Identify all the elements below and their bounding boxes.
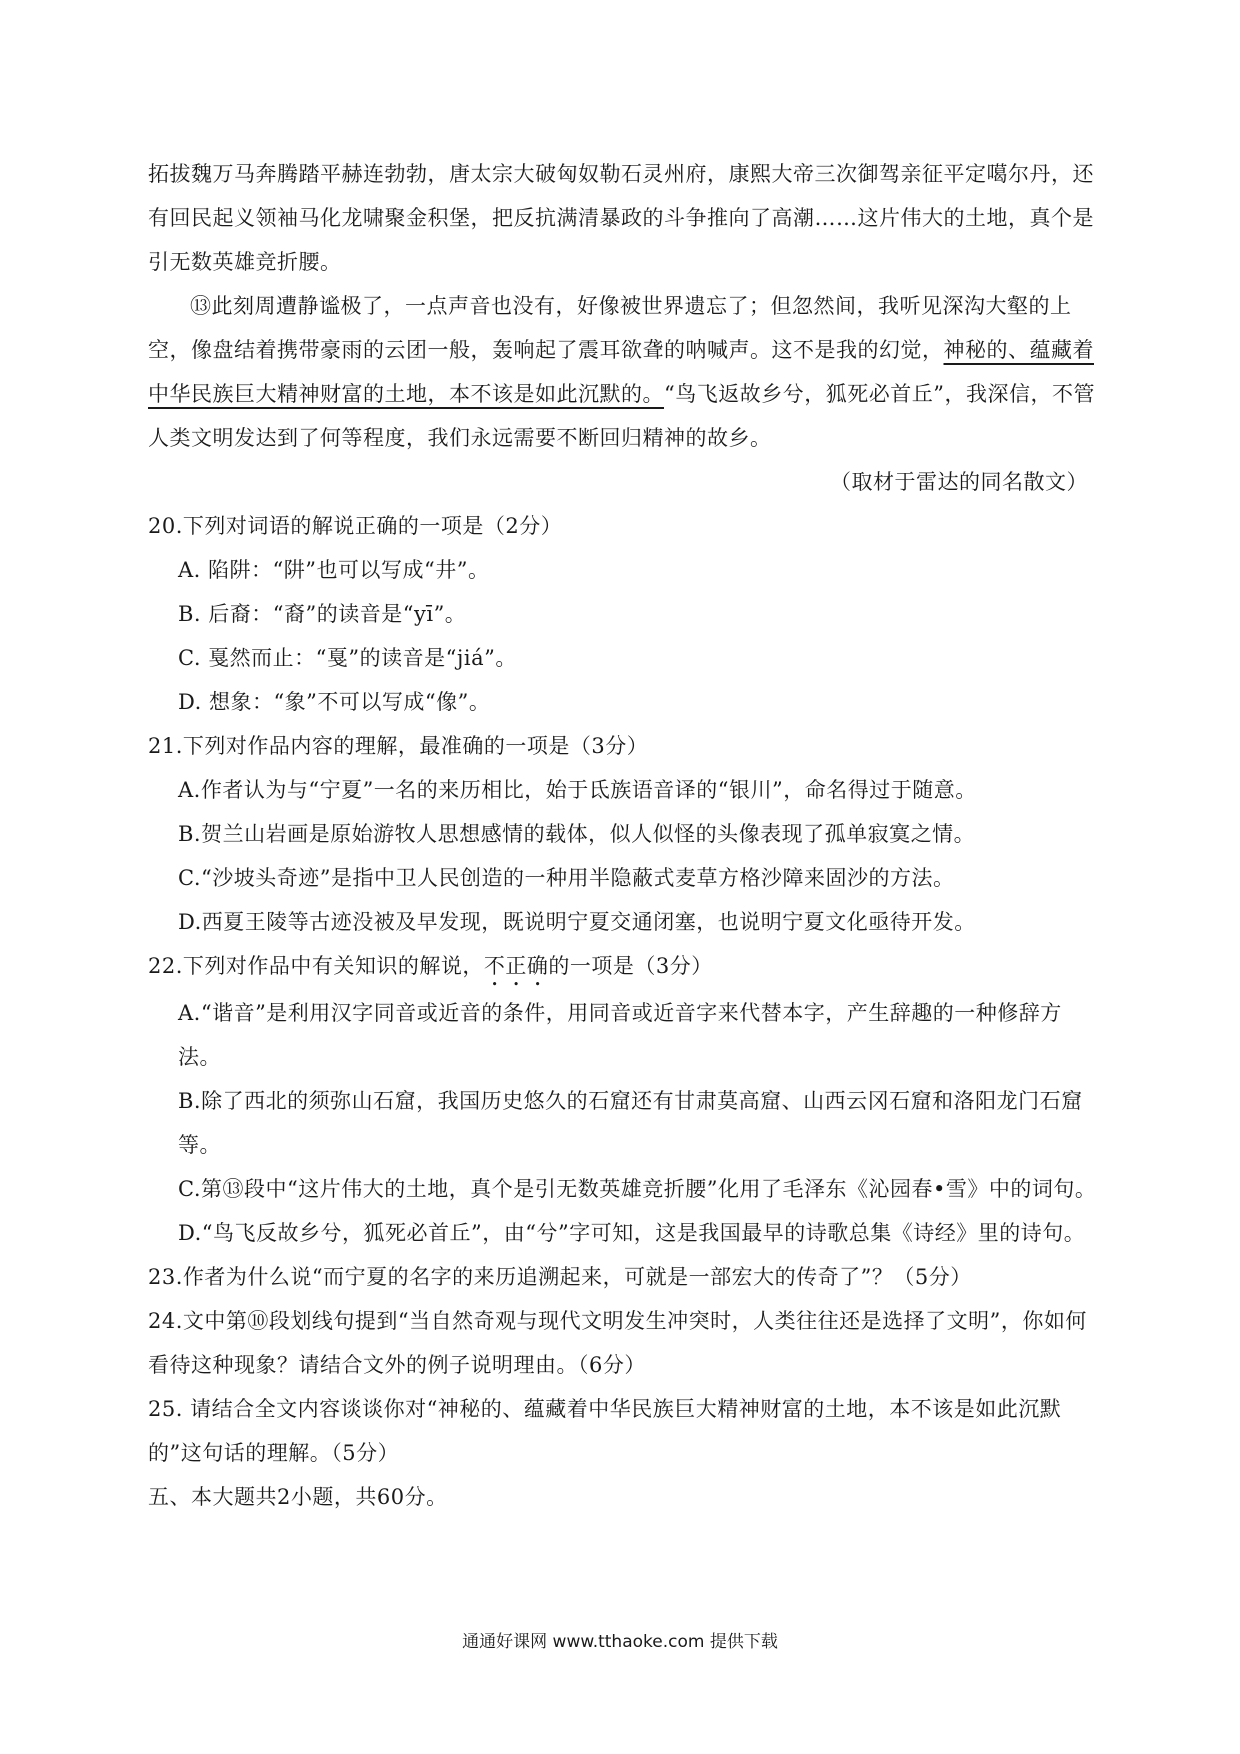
question-21-option-b: B.贺兰山岩画是原始游牧人思想感情的载体，似人似怪的头像表现了孤单寂寞之情。 xyxy=(178,822,976,846)
passage-source: （取材于雷达的同名散文） xyxy=(830,470,1088,494)
download-footer: 通通好课网 www.tthaoke.com 提供下载 xyxy=(462,1632,778,1652)
question-23: 23.作者为什么说“而宁夏的名字的来历追溯起来，可就是一部宏大的传奇了”？（5分） xyxy=(148,1265,972,1289)
question-20-option-a: A. 陷阱：“阱”也可以写成“井”。 xyxy=(178,558,490,582)
question-22-option-d: D.“鸟飞反故乡兮，狐死必首丘”，由“兮”字可知，这是我国最早的诗歌总集《诗经》里的诗句。 xyxy=(178,1221,1086,1245)
paragraph-13-text-b: “鸟飞返故乡兮，狐死必首丘”，我深信，不管人类文明发达到了何等程度，我们永远需要不断回归精神的故乡。 xyxy=(148,382,1095,450)
exam-content xyxy=(148,152,1098,1519)
passage-paragraph-13 xyxy=(148,284,1098,460)
question-20-stem: 20.下列对词语的解说正确的一项是（2分） xyxy=(148,514,563,538)
question-21-option-d: D.西夏王陵等古迹没被及早发现，既说明宁夏交通闭塞，也说明宁夏文化亟待开发。 xyxy=(178,910,976,934)
question-21-stem: 21.下列对作品内容的理解，最准确的一项是（3分） xyxy=(148,734,649,758)
question-22-stem-post: 的一项是（3分） xyxy=(548,954,713,978)
question-22-stem xyxy=(148,944,1098,991)
question-25: 25. 请结合全文内容谈谈你对“神秘的、蕴藏着中华民族巨大精神财富的土地，本不该是如此沉默的”这句话的理解。（5分） xyxy=(148,1397,1062,1465)
question-20-option-d: D. 想象：“象”不可以写成“像”。 xyxy=(178,690,491,714)
underlined-sentence: 神秘的、蕴藏着中华民族巨大精神财富的土地，本不该是如此沉默的。 xyxy=(148,338,1094,406)
paragraph-13-text-a: ⑬此刻周遭静谧极了，一点声音也没有，好像被世界遗忘了；但忽然间，我听见深沟大壑的上空，像盘结着携带豪雨的云团一般，轰响起了震耳欲聋的呐喊声。这不是我的幻觉， xyxy=(148,294,1072,362)
question-22-stem-pre: 22.下列对作品中有关知识的解说， xyxy=(148,954,484,978)
section-5-heading: 五、本大题共2小题，共60分。 xyxy=(148,1485,448,1509)
question-20-option-c: C. 戛然而止：“戛”的读音是“jiá”。 xyxy=(178,646,517,670)
question-22-emphasis: 不正确 xyxy=(483,954,549,978)
question-20-option-b: B. 后裔：“裔”的读音是“yī”。 xyxy=(178,602,467,626)
passage-paragraph-12: 拓拔魏万马奔腾踏平赫连勃勃，唐太宗大破匈奴勒石灵州府，康熙大帝三次御驾亲征平定噶尔丹，还有回民起义领袖马化龙啸聚金积堡，把反抗满清暴政的斗争推向了高潮……这片伟大的土地，真个是引无数英雄竞折腰。 xyxy=(148,162,1094,274)
question-21-option-c: C.“沙坡头奇迹”是指中卫人民创造的一种用半隐蔽式麦草方格沙障来固沙的方法。 xyxy=(178,866,955,890)
question-22-option-c: C.第⑬段中“这片伟大的土地，真个是引无数英雄竞折腰”化用了毛泽东《沁园春•雪》中的词句。 xyxy=(178,1177,1097,1201)
question-24: 24.文中第⑩段划线句提到“当自然奇观与现代文明发生冲突时，人类往往还是选择了文明”，你如何看待这种现象？请结合文外的例子说明理由。（6分） xyxy=(148,1309,1087,1377)
question-21-option-a: A.作者认为与“宁夏”一名的来历相比，始于氐族语音译的“银川”，命名得过于随意。 xyxy=(178,778,977,802)
question-22-option-a: A.“谐音”是利用汉字同音或近音的条件，用同音或近音字来代替本字，产生辞趣的一种修辞方法。 xyxy=(178,1001,1062,1069)
question-22-option-b: B.除了西北的须弥山石窟，我国历史悠久的石窟还有甘肃莫高窟、山西云冈石窟和洛阳龙门石窟等。 xyxy=(178,1089,1083,1157)
